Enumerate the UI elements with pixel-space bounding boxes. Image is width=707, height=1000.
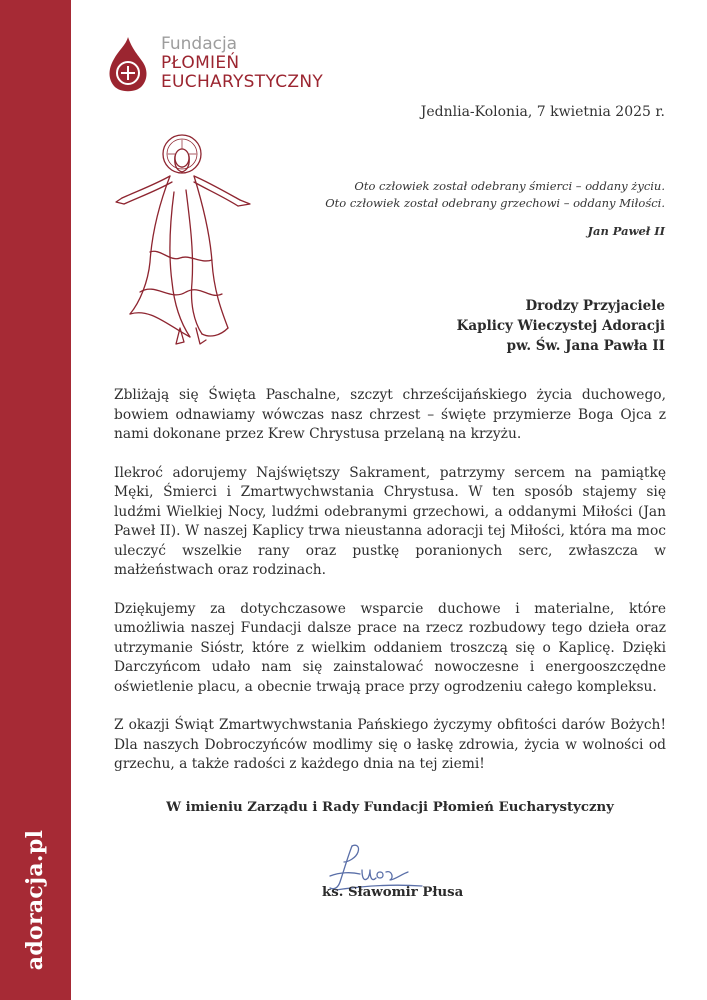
quote-line-2: Oto człowiek został odebrany grzechowi – oddany Miłości. <box>325 196 665 210</box>
logo-text-plomien: PŁOMIEŃ <box>161 53 240 73</box>
signer-name: ks. Sławomir Płusa <box>322 885 464 900</box>
paragraph: Z okazji Świąt Zmartwychwstania Pańskiego życzymy obfitości darów Bożych! Dla naszych Dobroczyńców modlimy się o łaskę zdrowia, życia w wolności od grzechu, a także radości z każdego dnia na tej ziemi! <box>114 717 666 772</box>
closing-line: W imieniu Zarządu i Rady Fundacji Płomień Eucharystyczny <box>166 800 614 815</box>
quote-author: Jan Paweł II <box>587 224 665 238</box>
paragraph: Zbliżają się Święta Paschalne, szczyt chrześcijańskiego życia duchowego, bowiem odnawiamy wówczas nasz chrzest – święte przymierze Boga Ojca z nami dokonane przez Krew Chrystusa przelaną na krzyżu. <box>114 387 666 442</box>
logo-text-eucharystyczny: EUCHARYSTYCZNY <box>161 72 324 92</box>
paragraph: Dziękujemy za dotychczasowe wsparcie duchowe i materialne, które umożliwia naszej Fundacji dalsze prace na rzecz rozbudowy tego dzieła oraz utrzymanie Sióstr, które z wielkim oddaniem troszczą się o Kaplicę. Dzięki Darczyńcom udało nam się zainstalować nowoczesne i energooszczędne oświetlenie placu, a obecnie trwają prace przy ogrodzeniu całego kompleksu. <box>114 600 666 695</box>
quote-block <box>325 178 665 212</box>
logo-text-fundacja: Fundacja <box>161 34 238 54</box>
letter-body <box>114 386 666 794</box>
website-label[interactable]: adoracja.pl <box>22 829 48 971</box>
salutation-line-3: pw. Św. Jana Pawła II <box>506 338 665 354</box>
salutation-line-1: Drodzy Przyjaciele <box>525 298 665 314</box>
risen-christ-icon <box>110 132 260 347</box>
sidebar-band <box>0 0 71 1000</box>
foundation-logo <box>104 35 324 97</box>
flame-host-icon <box>104 35 154 97</box>
quote-line-1: Oto człowiek został odebrany śmierci – oddany życiu. <box>354 179 665 193</box>
paragraph: Ilekroć adorujemy Najświętszy Sakrament, patrzymy sercem na pamiątkę Męki, Śmierci i Zmartwychwstania Chrystusa. W ten sposób stajemy się ludźmi Wielkiej Nocy, ludźmi odebranymi grzechowi, a oddanymi Miłości (Jan Paweł II). W naszej Kaplicy trwa nieustanna adoracji tej Miłości, która ma moc uleczyć wszelkie rany oraz pustkę poranionych serc, zwłaszcza w małżeństwach oraz rodzinach. <box>114 464 666 578</box>
salutation <box>457 296 665 356</box>
place-and-date: Jednlia-Kolonia, 7 kwietnia 2025 r. <box>420 104 665 120</box>
salutation-line-2: Kaplicy Wieczystej Adoracji <box>456 318 665 334</box>
